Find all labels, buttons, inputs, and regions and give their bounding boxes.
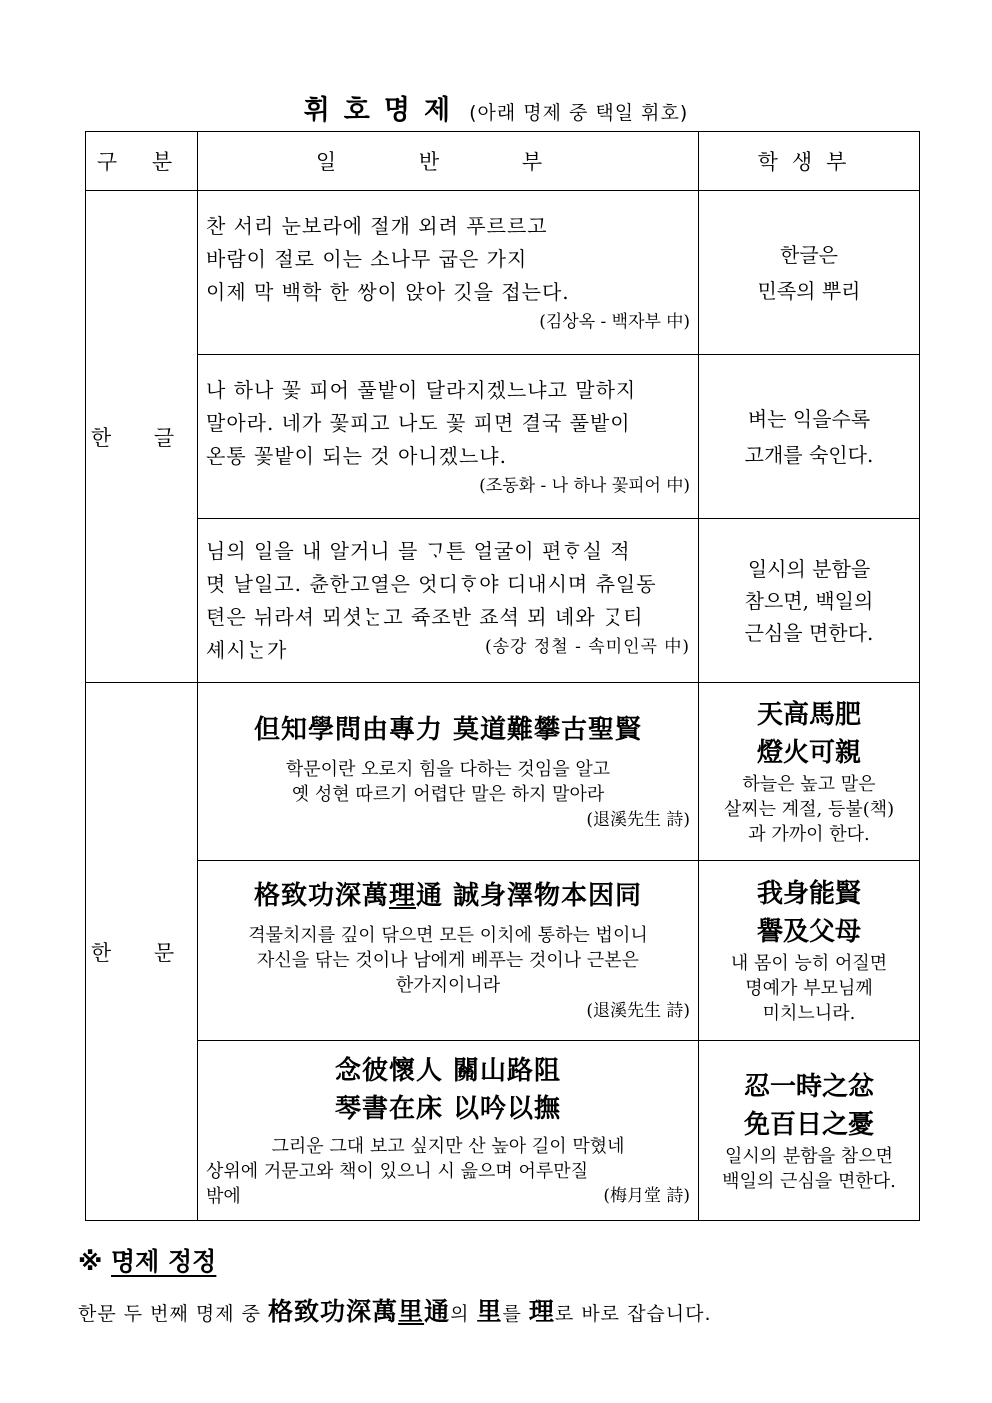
- wrong-character: 里: [476, 1297, 503, 1326]
- header-general: 일 반 부: [198, 132, 699, 191]
- student-cell: 일시의 분함을 참으면, 백일의 근심을 면한다.: [699, 519, 920, 683]
- correction-heading: [78, 1242, 216, 1278]
- general-cell: [198, 355, 699, 519]
- table-row: [86, 191, 920, 355]
- student-cell: 한글은 민족의 뿌리: [699, 191, 920, 355]
- corrected-phrase: 格致功深萬里通: [268, 1297, 451, 1326]
- verse-source: (退溪先生 詩): [586, 809, 690, 830]
- hanja-verse: 但知學問由專力 莫道難攀古聖賢: [253, 714, 643, 745]
- general-cell: [198, 191, 699, 355]
- header-row: [86, 132, 920, 191]
- poem-source: (김상옥 - 백자부 中): [539, 312, 690, 332]
- header-student: 학생부: [699, 132, 920, 191]
- hanja-verse: 念彼懷人 關山路阻 琴書在床 以吟以撫: [334, 1056, 562, 1124]
- poem-text: 찬 서리 눈보라에 절개 외려 푸르르고 바람이 절로 이는 소나무 굽은 가지 이제 막 백학 한 쌍이 앉아 깃을 접는다.: [206, 214, 570, 304]
- general-cell: [198, 1041, 699, 1221]
- student-cell: 我身能賢 譽及父母 내 몸이 능히 어질면 명예가 부모님께 미치느니라.: [699, 861, 920, 1041]
- right-character: 理: [528, 1297, 555, 1326]
- correction-text: 한문 두 번째 명제 중 格致功深萬里通의 里를 理로 바로 잡습니다.: [78, 1297, 712, 1326]
- theme-table: [85, 131, 920, 1221]
- table-row: [86, 519, 920, 683]
- document-title: [0, 88, 992, 127]
- table-row: [86, 355, 920, 519]
- category-hanmun: 한 문: [86, 683, 198, 1221]
- header-category: 구 분: [86, 132, 198, 191]
- verse-source: (退溪先生 詩): [586, 1001, 690, 1021]
- correction-heading-text: 명제 정정: [111, 1247, 217, 1276]
- verse-translation: 그리운 그대 보고 싶지만 산 높아 길이 막혔네 상위에 거문고와 책이 있으니 시 읊으며 어루만질 밖에 (梅月堂 詩): [206, 1136, 690, 1207]
- general-cell: [198, 519, 699, 683]
- table-row: [86, 683, 920, 861]
- verse-source: (梅月堂 詩): [603, 1186, 690, 1206]
- student-cell: 벼는 익을수록 고개를 숙인다.: [699, 355, 920, 519]
- student-cell: 忍一時之忿 免百日之憂 일시의 분함을 참으면 백일의 근심을 면한다.: [699, 1041, 920, 1221]
- table-row: [86, 1041, 920, 1221]
- table-row: [86, 861, 920, 1041]
- reference-mark: ※: [78, 1247, 103, 1276]
- verse-translation: 학문이란 오로지 힘을 다하는 것임을 알고 옛 성현 따르기 어렵단 말은 하지 말아라: [285, 758, 611, 805]
- poem-source: (송강 정철 - 속미인곡 中): [485, 636, 690, 657]
- category-hangul: 한 글: [86, 191, 198, 683]
- general-cell: [198, 861, 699, 1041]
- verse-translation: 격물치지를 깊이 닦으면 모든 이치에 통하는 법이니 자신을 닦는 것이나 남에게 베푸는 것이나 근본은 한가지이니라: [248, 925, 648, 996]
- poem-text: 님의 일을 내 알거니 믈 ᄀᆞ튼 얼굴이 편ᄒᆞ실 적 몃 날일고. 츈한고열은 엇디ᄒᆞ야 디내시며 츄일동 텬은 뉘라셔 뫼셧ᄂᆞᆫ고 쥭조반 죠셕 뫼 녜와 ᄀᆞᆺ티 셰시ᄂᆞᆫ가 (송강 정철 - 속미인곡 中): [206, 538, 690, 662]
- poem-text: 나 하나 꽃 피어 풀밭이 달라지겠느냐고 말하지 말아라. 네가 꽃피고 나도 꽃 피면 결국 풀밭이 온통 꽃밭이 되는 것 아니겠느냐.: [206, 378, 637, 468]
- student-cell: 天高馬肥 燈火可親 하늘은 높고 말은 살찌는 계절, 등불(책) 과 가까이 한다.: [699, 683, 920, 861]
- poem-source: (조동화 - 나 하나 꽃피어 中): [479, 476, 690, 496]
- underlined-character: 理: [388, 881, 416, 911]
- title-main: 휘호명제: [303, 95, 465, 126]
- general-cell: [198, 683, 699, 861]
- title-subtitle: (아래 명제 중 택일 휘호): [469, 102, 689, 124]
- hanja-verse: 格致功深萬理通 誠身澤物本因同: [253, 881, 643, 911]
